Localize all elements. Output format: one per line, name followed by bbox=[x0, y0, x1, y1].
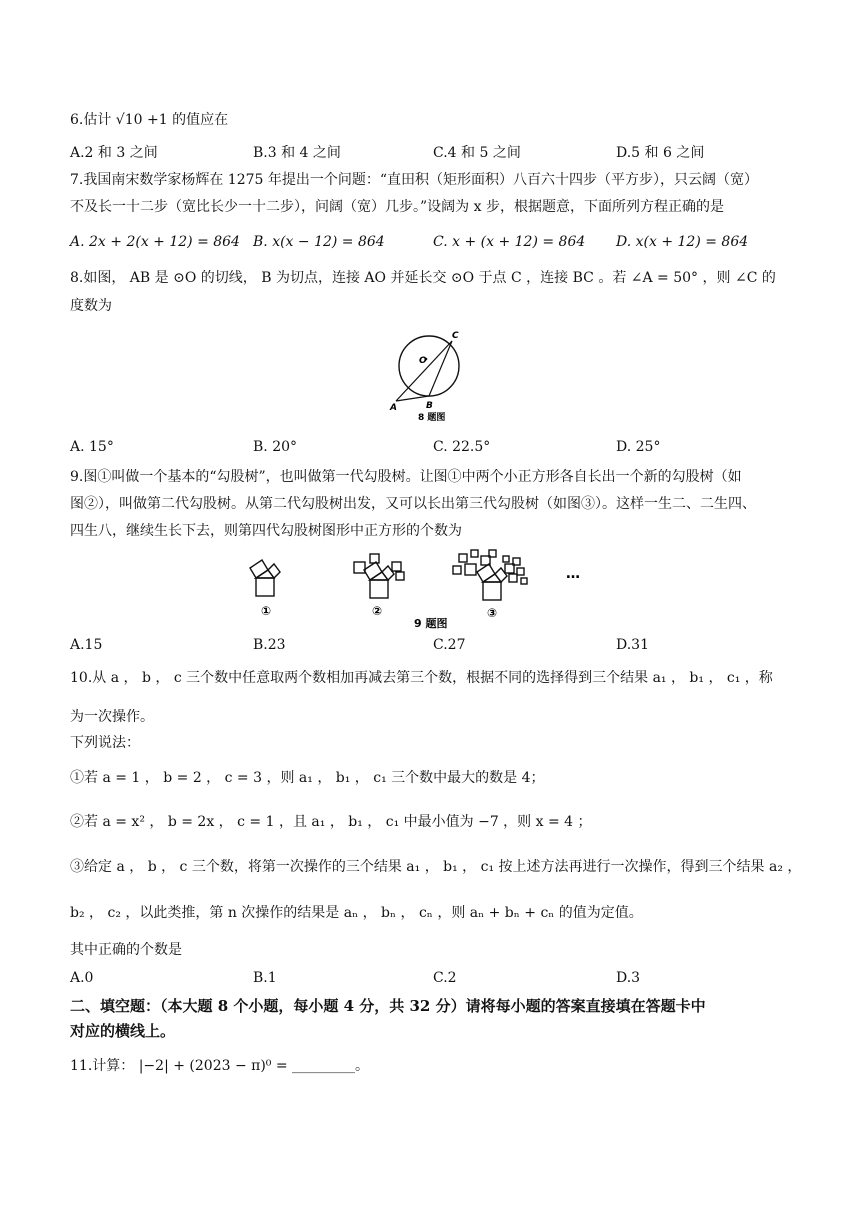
q9-option-b: B.23 bbox=[253, 637, 286, 653]
q8-line1: 8.如图， AB 是 ⊙O 的切线， B 为切点，连接 AO 并延长交 ⊙O 于点 C ，连接 BC 。若 ∠A = 50° ，则 ∠C 的 bbox=[70, 270, 776, 286]
pythagoras-tree-1 bbox=[250, 560, 280, 596]
q8-figure-caption: 8 题图 bbox=[418, 413, 446, 423]
label-c: C bbox=[452, 331, 459, 341]
q8-option-d: D. 25° bbox=[616, 439, 661, 455]
q7-line1: 7.我国南宋数学家杨辉在 1275 年提出一个问题：“直田积（矩形面积）八百六十四步（平方步），只云阔（宽） bbox=[70, 172, 759, 188]
q9-label-1: ① bbox=[261, 604, 272, 618]
tangent-ab bbox=[396, 396, 429, 401]
q7-option-a: A. 2x + 2(x + 12) = 864 bbox=[70, 234, 240, 250]
q10-line2: 为一次操作。 bbox=[70, 709, 154, 725]
pythagoras-tree-3 bbox=[453, 550, 527, 600]
q7-option-d: D. x(x + 12) = 864 bbox=[616, 234, 749, 250]
label-b: B bbox=[426, 401, 433, 411]
q8-option-a: A. 15° bbox=[70, 439, 114, 455]
q6-stem: 6.估计 √10 +1 的值应在 bbox=[70, 112, 229, 128]
q8-option-b: B. 20° bbox=[253, 439, 298, 455]
q10-question: 其中正确的个数是 bbox=[70, 942, 182, 958]
section2-heading-line2: 对应的横线上。 bbox=[70, 1022, 176, 1040]
q10-line1: 10.从 a ， b ， c 三个数中任意取两个数相加再减去第三个数，根据不同的选择得到三个结果 a₁ ， b₁ ， c₁ ，称 bbox=[70, 670, 773, 686]
q6-option-c: C.4 和 5 之间 bbox=[433, 145, 521, 161]
q9-label-3: ③ bbox=[487, 606, 498, 620]
q10-line3: 下列说法： bbox=[70, 735, 140, 751]
q10-statement-3a: ③给定 a ， b ， c 三个数，将第一次操作的三个结果 a₁ ， b₁ ， c₁ 按上述方法再进行一次操作，得到三个结果 a₂ ， bbox=[70, 859, 802, 875]
q8-line2: 度数为 bbox=[70, 298, 112, 314]
q6-option-b: B.3 和 4 之间 bbox=[253, 145, 341, 161]
q10-statement-2: ②若 a = x² ， b = 2x ， c = 1 ，且 a₁ ， b₁ ， c₁ 中最小值为 −7 ，则 x = 4 ； bbox=[70, 814, 592, 830]
q9-line1: 9.图①叫做一个基本的“勾股树”，也叫做第一代勾股树。让图①中两个小正方形各自长出一个新的勾股树（如 bbox=[70, 469, 742, 485]
q7-line2: 不及长一十二步（宽比长少一十二步），问阔（宽）几步。”设阔为 x 步，根据题意，下面所列方程正确的是 bbox=[70, 199, 724, 215]
q9-option-c: C.27 bbox=[433, 637, 466, 653]
section2-heading-line1: 二、填空题：（本大题 8 个小题，每小题 4 分，共 32 分）请将每小题的答案直接填在答题卡中 bbox=[70, 997, 706, 1015]
q8-option-c: C. 22.5° bbox=[433, 439, 491, 455]
q9-options bbox=[70, 634, 790, 656]
q10-option-d: D.3 bbox=[616, 970, 641, 986]
label-a: A bbox=[390, 403, 397, 413]
q9-line2: 图②），叫做第二代勾股树。从第二代勾股树出发，又可以长出第三代勾股树（如图③）。这样一生二、二生四、 bbox=[70, 496, 756, 512]
q9-option-a: A.15 bbox=[70, 637, 103, 653]
q9-ellipsis: … bbox=[566, 566, 580, 582]
q10-options bbox=[70, 967, 790, 989]
chord-bc bbox=[429, 341, 452, 396]
q9-figure-caption: 9 题图 bbox=[414, 617, 448, 630]
q10-option-b: B.1 bbox=[253, 970, 277, 986]
q10-option-c: C.2 bbox=[433, 970, 457, 986]
q6-option-a: A.2 和 3 之间 bbox=[70, 145, 158, 161]
q10-statement-3b: b₂ ， c₂ ，以此类推，第 n 次操作的结果是 aₙ ， bₙ ， cₙ ，则 aₙ + bₙ + cₙ 的值为定值。 bbox=[70, 905, 643, 921]
q9-line3: 四生八，继续生长下去，则第四代勾股树图形中正方形的个数为 bbox=[70, 523, 462, 539]
q9-label-2: ② bbox=[372, 604, 383, 618]
pythagoras-tree-2 bbox=[354, 554, 404, 598]
q7-option-c: C. x + (x + 12) = 864 bbox=[433, 234, 586, 250]
q6-options bbox=[70, 142, 790, 164]
q8-options bbox=[70, 436, 790, 458]
q9-option-d: D.31 bbox=[616, 637, 649, 653]
q10-statement-1: ①若 a = 1 ， b = 2 ， c = 3 ，则 a₁ ， b₁ ， c₁ 三个数中最大的数是 4； bbox=[70, 770, 545, 786]
label-o: O bbox=[419, 356, 427, 366]
q11-stem: 11.计算： |−2| + (2023 − π)⁰ = _________。 bbox=[70, 1058, 370, 1074]
q6-option-d: D.5 和 6 之间 bbox=[616, 145, 705, 161]
q10-option-a: A.0 bbox=[70, 970, 94, 986]
q8-figure bbox=[388, 322, 468, 424]
q9-figure bbox=[240, 548, 620, 630]
q7-options bbox=[70, 231, 790, 253]
q7-option-b: B. x(x − 12) = 864 bbox=[253, 234, 385, 250]
